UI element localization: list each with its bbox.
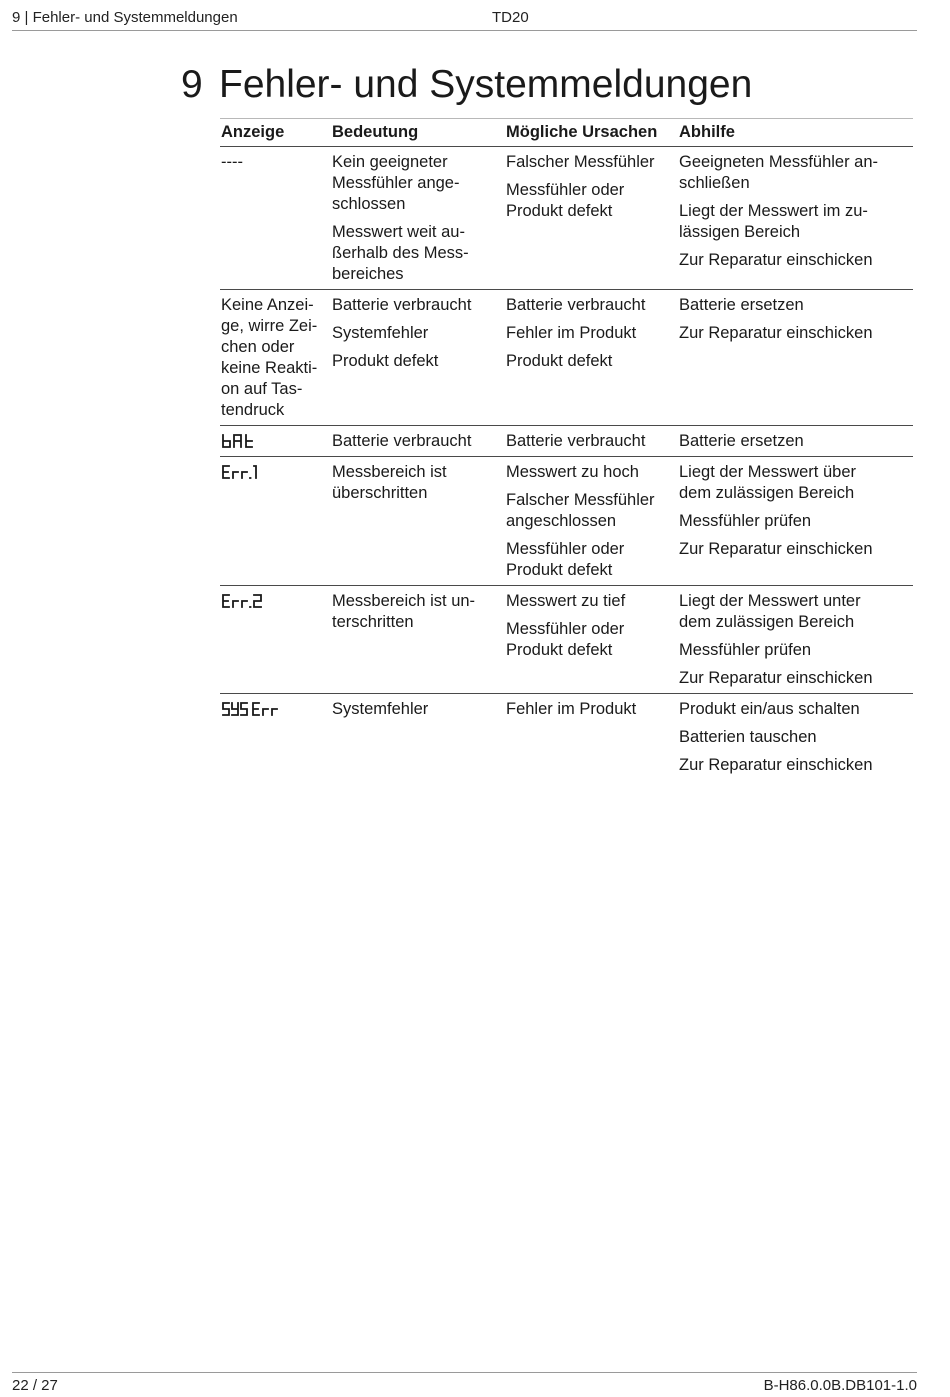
remedy-text: Produkt ein/aus schalten: [679, 700, 860, 718]
remedy-text: Liegt der Messwert unter dem zulässigen Bereich: [679, 592, 861, 631]
cause-text: Batterie verbraucht: [506, 432, 646, 450]
chapter-heading: [181, 62, 752, 110]
cause-text: Messfühler oder Produkt defekt: [506, 540, 625, 579]
causes-cell: [505, 694, 678, 781]
remedy-cell: [678, 426, 913, 457]
display-cell: [220, 694, 331, 781]
remedy-cell: [678, 457, 913, 586]
meaning-cell: [331, 694, 505, 781]
meaning-cell: [331, 426, 505, 457]
cause-text: Messwert zu tief: [506, 592, 626, 610]
error-message-table: [220, 118, 913, 780]
remedy-cell: [678, 694, 913, 781]
remedy-text: Zur Reparatur einschicken: [679, 756, 873, 774]
causes-cell: [505, 147, 678, 290]
meaning-text: Batterie verbraucht: [332, 432, 472, 450]
remedy-text: Geeigneten Messfühler an- schließen: [679, 153, 879, 192]
remedy-text: Zur Reparatur einschicken: [679, 324, 873, 342]
meaning-cell: [331, 457, 505, 586]
causes-cell: [505, 290, 678, 426]
table-row: [220, 426, 913, 457]
causes-cell: [505, 457, 678, 586]
meaning-text: Messwert weit au- ßerhalb des Mess- bereiches: [332, 223, 469, 283]
display-cell: [220, 290, 331, 426]
column-header-causes: Mögliche Ursachen: [505, 119, 678, 147]
display-cell: [220, 426, 331, 457]
remedy-text: Zur Reparatur einschicken: [679, 540, 873, 558]
meaning-text: Batterie verbraucht: [332, 296, 472, 314]
remedy-text: Batterie ersetzen: [679, 432, 804, 450]
remedy-text: Batterien tauschen: [679, 728, 817, 746]
display-text: ----: [221, 153, 243, 171]
lcd-code-err1: [221, 462, 331, 483]
table-row: [220, 290, 913, 426]
cause-text: Batterie verbraucht: [506, 296, 646, 314]
cause-text: Messfühler oder Produkt defekt: [506, 181, 625, 220]
lcd-code-bat: [221, 431, 331, 452]
chapter-number: 9: [181, 63, 203, 106]
meaning-text: Systemfehler: [332, 700, 429, 718]
column-header-meaning: Bedeutung: [331, 119, 505, 147]
header-section-title: 9 | Fehler- und Systemmeldungen: [12, 9, 238, 26]
table-header-row: [220, 119, 913, 147]
cause-text: Fehler im Produkt: [506, 700, 637, 718]
meaning-text: Systemfehler: [332, 324, 429, 342]
causes-cell: [505, 426, 678, 457]
meaning-cell: [331, 147, 505, 290]
cause-text: Messfühler oder Produkt defekt: [506, 620, 625, 659]
meaning-cell: [331, 290, 505, 426]
cause-text: Produkt defekt: [506, 352, 613, 370]
remedy-text: Batterie ersetzen: [679, 296, 804, 314]
meaning-text: Kein geeigneter Messfühler ange- schlossen: [332, 153, 460, 213]
cause-text: Fehler im Produkt: [506, 324, 637, 342]
column-header-display: Anzeige: [220, 119, 331, 147]
table-row: [220, 147, 913, 290]
display-cell: [220, 147, 331, 290]
display-cell: [220, 457, 331, 586]
cause-text: Messwert zu hoch: [506, 463, 639, 481]
remedy-text: Messfühler prüfen: [679, 641, 812, 659]
display-text: Keine Anzei- ge, wirre Zei- chen oder keine Reakti- on auf Tas- tendruck: [221, 296, 318, 419]
header-document-name: TD20: [492, 9, 529, 26]
meaning-text: Messbereich ist un- terschritten: [332, 592, 476, 631]
remedy-cell: [678, 147, 913, 290]
cause-text: Falscher Messfühler angeschlossen: [506, 491, 655, 530]
chapter-title: Fehler- und Systemmeldungen: [219, 63, 753, 106]
table-row: [220, 457, 913, 586]
running-footer: [12, 1372, 917, 1395]
column-header-remedy: Abhilfe: [678, 119, 913, 147]
running-header: [12, 8, 917, 31]
remedy-text: Messfühler prüfen: [679, 512, 812, 530]
document-reference: B-H86.0.0B.DB101-1.0: [763, 1377, 917, 1394]
remedy-text: Liegt der Messwert im zu- lässigen Bereich: [679, 202, 868, 241]
causes-cell: [505, 586, 678, 694]
meaning-text: Messbereich ist überschritten: [332, 463, 447, 502]
table-row: [220, 586, 913, 694]
lcd-code-err2: [221, 591, 331, 612]
page-number: 22 / 27: [12, 1377, 58, 1394]
remedy-cell: [678, 586, 913, 694]
meaning-cell: [331, 586, 505, 694]
remedy-text: Zur Reparatur einschicken: [679, 669, 873, 687]
display-cell: [220, 586, 331, 694]
table-row: [220, 694, 913, 781]
meaning-text: Produkt defekt: [332, 352, 439, 370]
remedy-cell: [678, 290, 913, 426]
cause-text: Falscher Messfühler: [506, 153, 655, 171]
remedy-text: Zur Reparatur einschicken: [679, 251, 873, 269]
lcd-code-sys-err: [221, 699, 331, 720]
remedy-text: Liegt der Messwert über dem zulässigen Bereich: [679, 463, 856, 502]
